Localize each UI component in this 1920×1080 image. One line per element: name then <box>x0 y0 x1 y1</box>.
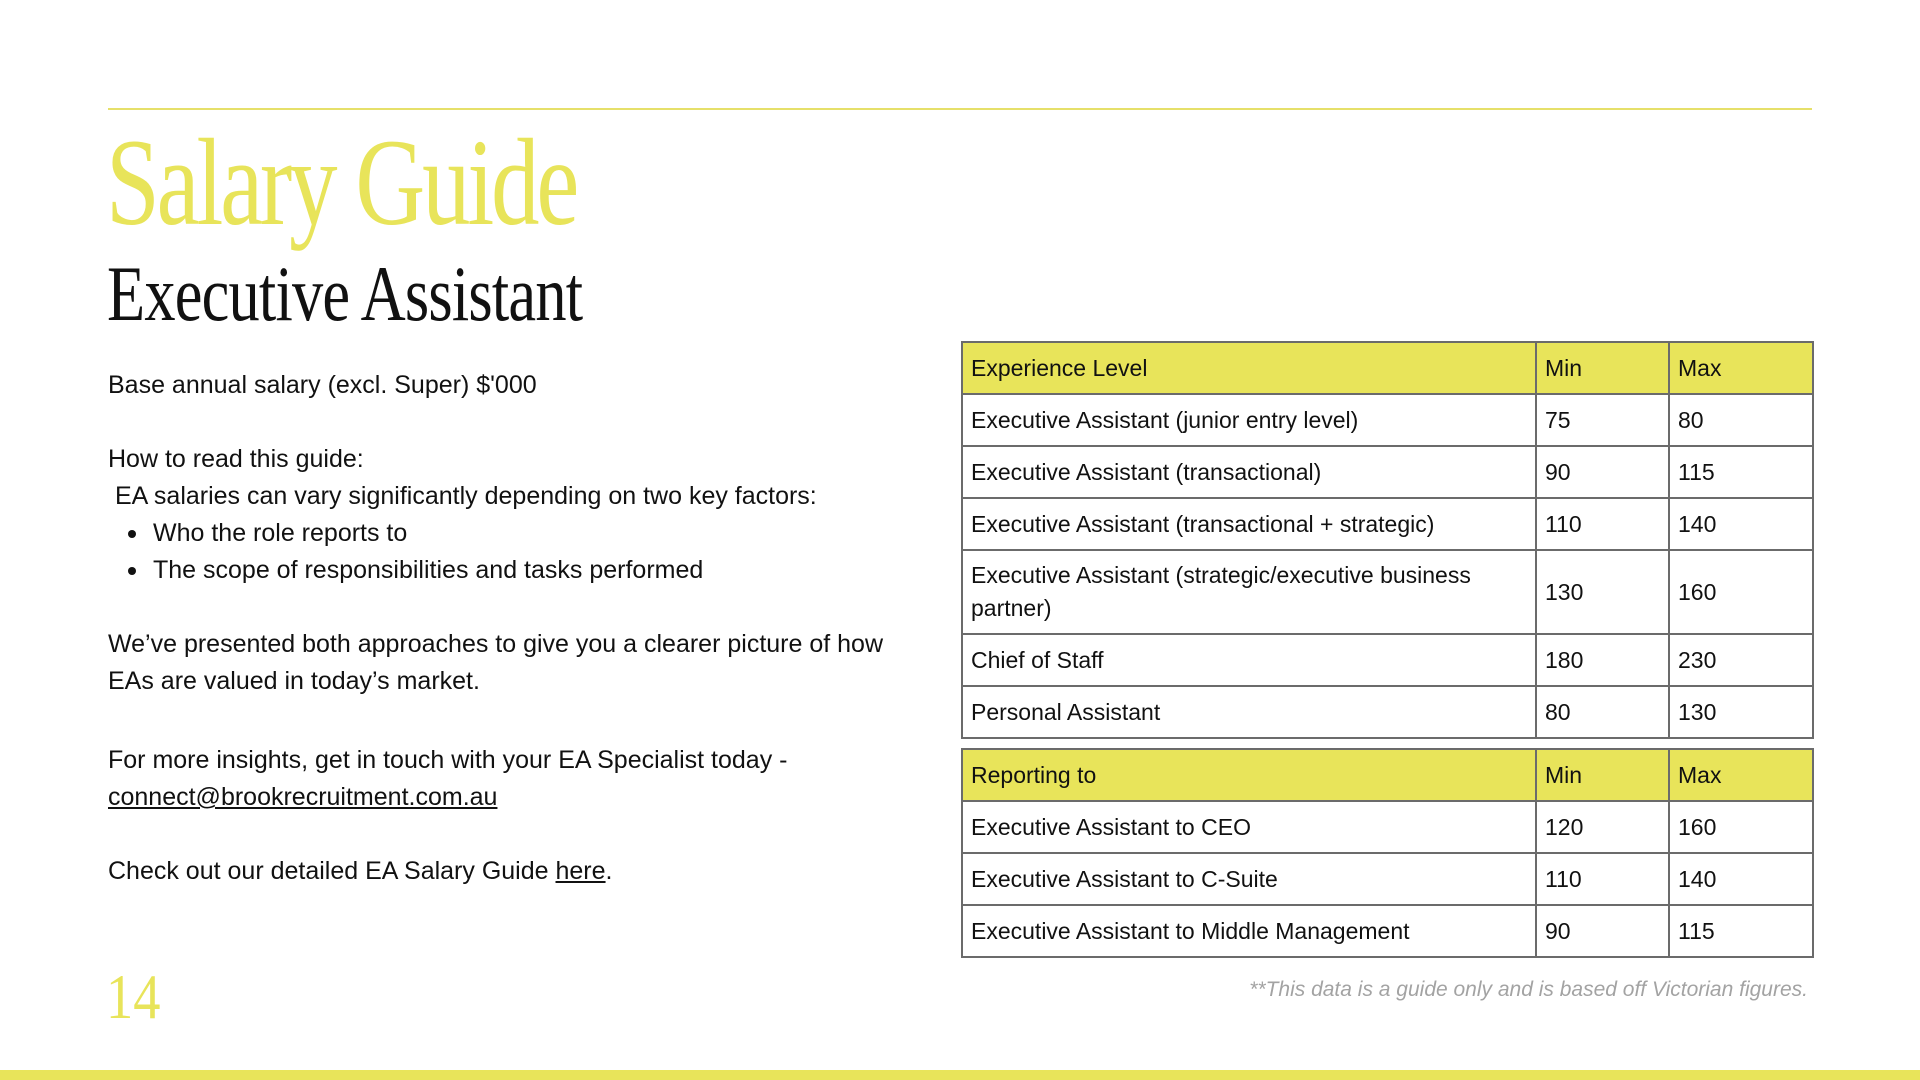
max-cell: 130 <box>1669 686 1813 738</box>
table-row <box>962 498 1813 550</box>
top-divider <box>108 108 1812 110</box>
bottom-accent-bar <box>0 1070 1920 1080</box>
table-row <box>962 853 1813 905</box>
reporting-to-table <box>961 748 1814 958</box>
role-cell: Executive Assistant (transactional) <box>962 446 1536 498</box>
max-cell: 140 <box>1669 498 1813 550</box>
role-cell: Executive Assistant (junior entry level) <box>962 394 1536 446</box>
header-min: Min <box>1536 749 1669 801</box>
table-row <box>962 634 1813 686</box>
table-row <box>962 446 1813 498</box>
factors-intro: EA salaries can vary significantly depending on two key factors: <box>115 482 817 510</box>
base-salary-note: Base annual salary (excl. Super) $'000 <box>108 371 537 399</box>
page-title: Salary Guide <box>106 114 577 251</box>
guide-paragraph <box>108 853 928 890</box>
table-row <box>962 686 1813 738</box>
role-cell: Executive Assistant (strategic/executive business partner) <box>962 550 1536 634</box>
role-cell: Executive Assistant to Middle Management <box>962 905 1536 957</box>
max-cell: 80 <box>1669 394 1813 446</box>
role-cell: Personal Assistant <box>962 686 1536 738</box>
table-row <box>962 801 1813 853</box>
header-min: Min <box>1536 342 1669 394</box>
approaches-paragraph: We’ve presented both approaches to give you a clearer picture of how EAs are valued in today’s market. <box>108 630 883 695</box>
guide-end: . <box>605 857 613 885</box>
intro-text <box>108 367 928 890</box>
max-cell: 115 <box>1669 905 1813 957</box>
disclaimer-footnote: **This data is a guide only and is based off Victorian figures. <box>1249 978 1808 1001</box>
min-cell: 180 <box>1536 634 1669 686</box>
salary-guide-link[interactable]: here <box>555 857 606 885</box>
factor-item: Who the role reports to <box>108 515 928 552</box>
max-cell: 230 <box>1669 634 1813 686</box>
contact-paragraph <box>108 742 928 816</box>
guide-text: Check out our detailed EA Salary Guide <box>108 857 556 885</box>
header-experience-level: Experience Level <box>962 342 1536 394</box>
role-cell: Executive Assistant to CEO <box>962 801 1536 853</box>
factors-list <box>108 515 928 589</box>
how-to-read-heading: How to read this guide: <box>108 445 364 473</box>
min-cell: 120 <box>1536 801 1669 853</box>
page-number: 14 <box>106 961 161 1032</box>
min-cell: 90 <box>1536 446 1669 498</box>
role-cell: Executive Assistant to C-Suite <box>962 853 1536 905</box>
max-cell: 160 <box>1669 550 1813 634</box>
min-cell: 80 <box>1536 686 1669 738</box>
table-header-row <box>962 749 1813 801</box>
header-reporting-to: Reporting to <box>962 749 1536 801</box>
table-row <box>962 394 1813 446</box>
table-header-row <box>962 342 1813 394</box>
min-cell: 130 <box>1536 550 1669 634</box>
table-row <box>962 905 1813 957</box>
max-cell: 115 <box>1669 446 1813 498</box>
role-cell: Chief of Staff <box>962 634 1536 686</box>
max-cell: 160 <box>1669 801 1813 853</box>
min-cell: 90 <box>1536 905 1669 957</box>
min-cell: 110 <box>1536 853 1669 905</box>
max-cell: 140 <box>1669 853 1813 905</box>
role-cell: Executive Assistant (transactional + strategic) <box>962 498 1536 550</box>
page-subtitle: Executive Assistant <box>107 250 583 337</box>
min-cell: 75 <box>1536 394 1669 446</box>
header-max: Max <box>1669 342 1813 394</box>
min-cell: 110 <box>1536 498 1669 550</box>
experience-level-table <box>961 341 1814 739</box>
table-row <box>962 550 1813 634</box>
factor-item: The scope of responsibilities and tasks performed <box>108 552 928 589</box>
contact-text: For more insights, get in touch with your EA Specialist today - <box>108 746 788 774</box>
header-max: Max <box>1669 749 1813 801</box>
contact-email-link[interactable]: connect@brookrecruitment.com.au <box>108 783 498 811</box>
